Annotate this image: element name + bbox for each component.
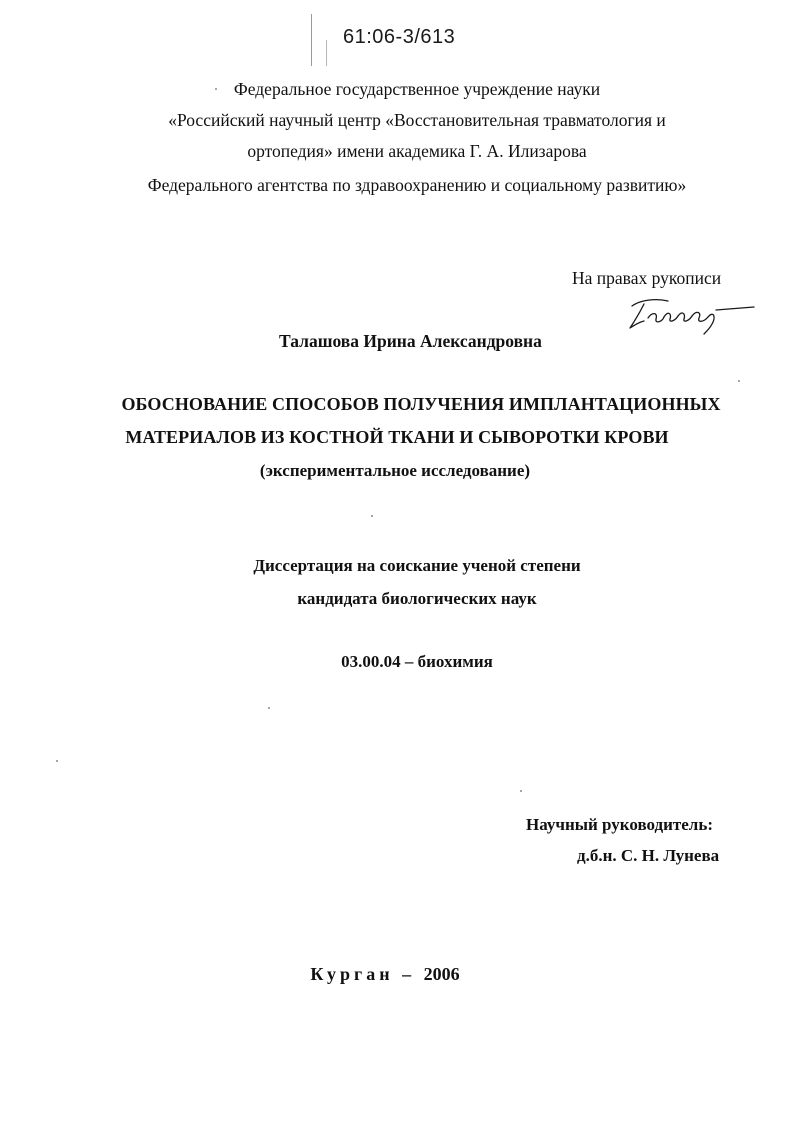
scan-artifact-line <box>326 40 327 66</box>
place-and-year <box>0 964 782 985</box>
manuscript-rights-note: На правах рукописи <box>572 268 722 288</box>
year: 2006 <box>423 964 460 984</box>
signature-icon <box>622 288 762 336</box>
advisor-name: д.б.н. С. Н. Лунева <box>577 846 720 865</box>
advisor-label: Научный руководитель: <box>526 815 713 834</box>
institution-line-3: ортопедия» имени академика Г. А. Илизарова <box>247 141 587 161</box>
degree-line-2: кандидата биологических наук <box>297 589 537 608</box>
institution-line-4: Федерального агентства по здравоохранению и социальному развитию» <box>147 175 687 195</box>
degree-line-1: Диссертация на соискание ученой степени <box>253 556 581 575</box>
archive-code: 61:06-3/613 <box>343 26 456 48</box>
dissertation-title-line-2: МАТЕРИАЛОВ ИЗ КОСТНОЙ ТКАНИ И СЫВОРОТКИ КРОВИ <box>125 427 669 447</box>
specialty-code: 03.00.04 – биохимия <box>341 652 493 671</box>
scan-speck <box>56 760 58 762</box>
institution-line-1: Федеральное государственное учреждение науки <box>233 79 601 99</box>
scan-speck <box>268 707 270 709</box>
scan-speck <box>371 515 373 517</box>
author-name: Талашова Ирина Александровна <box>279 331 542 351</box>
scan-speck <box>738 380 740 382</box>
scan-artifact-line <box>311 14 312 66</box>
city-name: Курган <box>310 964 394 984</box>
scan-speck <box>215 88 217 90</box>
separator-dash: – <box>402 964 416 984</box>
institution-line-2: «Российский научный центр «Восстановительная травматология и <box>168 110 666 130</box>
dissertation-subtitle: (экспериментальное исследование) <box>259 461 531 480</box>
dissertation-title-line-1: ОБОСНОВАНИЕ СПОСОБОВ ПОЛУЧЕНИЯ ИМПЛАНТАЦИОННЫХ <box>121 394 721 414</box>
scan-speck <box>520 790 522 792</box>
